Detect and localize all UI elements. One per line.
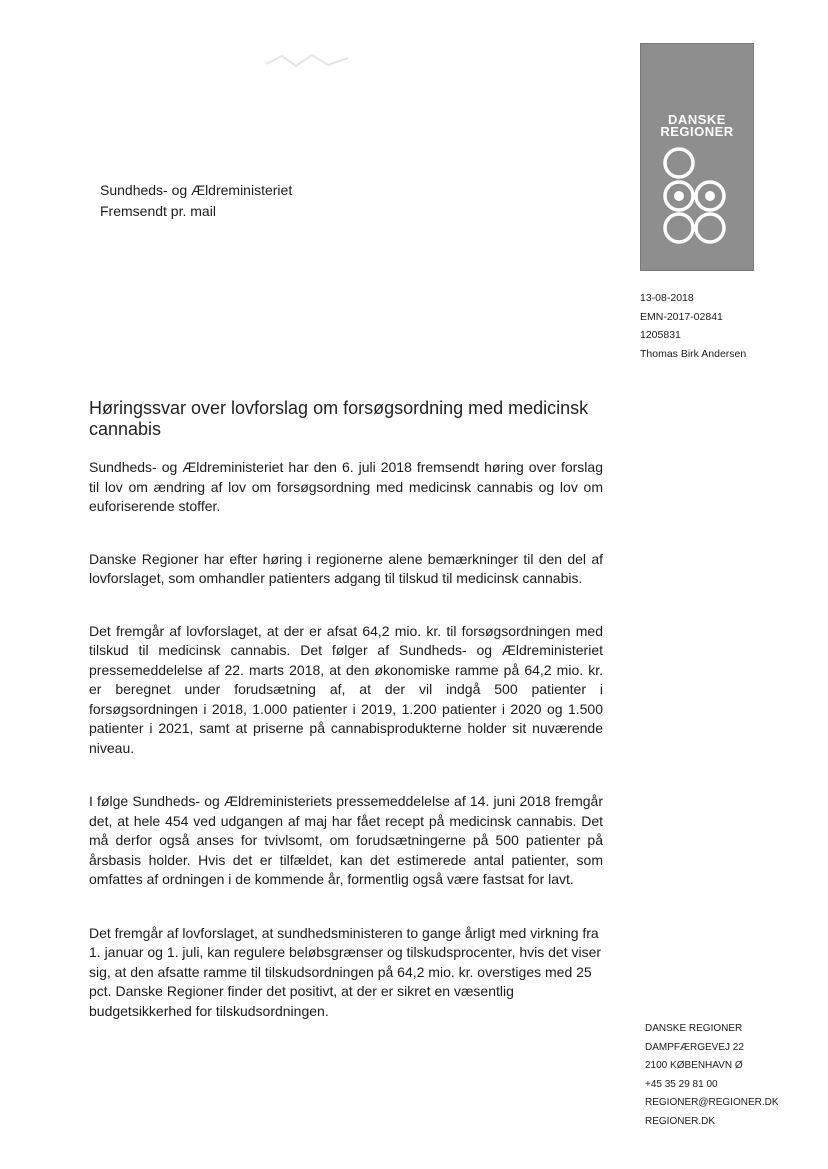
letter-body <box>89 458 603 1021</box>
meta-author: Thomas Birk Andersen <box>640 347 747 360</box>
letter-title: Høringssvar over lovforslag om forsøgsordning med medicinsk cannabis <box>89 398 589 439</box>
scan-artifact <box>262 50 352 72</box>
sender-address <box>645 1020 779 1131</box>
logo-word-1: DANSKE <box>668 112 726 127</box>
meta-document-number: 1205831 <box>640 329 681 341</box>
paragraph: I følge Sundheds- og Ældreministeriets pressemeddelelse af 14. juni 2018 fremgår det, at hele 454 ved udgangen af maj har fået recept på medicinsk cannabis. Det må derfor også anses for tvivlsomt, om forudsætningerne på 500 patienter på årsbasis holder. Hvis det er tilfældet, kan det estimerede antal patienter, som omfattes af ordningen i de kommende år, formentlig også være fastsat for lavt. <box>89 793 603 887</box>
logo-circles-icon <box>659 144 737 248</box>
address-city: 2100 KØBENHAVN Ø <box>645 1060 743 1071</box>
document-meta <box>640 289 746 363</box>
meta-case-number: EMN-2017-02841 <box>640 310 723 323</box>
danske-regioner-logo <box>640 43 754 271</box>
address-street: DAMPFÆRGEVEJ 22 <box>645 1041 744 1053</box>
address-web: REGIONER.DK <box>645 1115 716 1127</box>
meta-date: 13-08-2018 <box>640 292 694 304</box>
logo-word-2: REGIONER <box>660 124 734 139</box>
recipient-delivery: Fremsendt pr. mail <box>100 203 216 219</box>
recipient-block <box>100 180 292 222</box>
address-org: DANSKE REGIONER <box>645 1023 743 1034</box>
paragraph: Sundheds- og Ældreministeriet har den 6. juli 2018 fremsendt høring over forslag til lov om ændring af lov om forsøgsordning med medicinsk cannabis og lov om euforiserende stoffer. <box>89 459 603 514</box>
paragraph: Det fremgår af lovforslaget, at sundhedsministeren to gange årligt med virkning fra 1. januar og 1. juli, kan regulere beløbsgrænser og tilskudsprocenter, hvis det viser sig, at den afsatte ramme til tilskudsordningen på 64,2 mio. kr. overstiges med 25 pct. Danske Regioner finder det positivt, at der er sikret en væsentlig budgetsikkerhed for tilskudsordningen. <box>89 924 602 1019</box>
address-phone: +45 35 29 81 00 <box>645 1078 718 1090</box>
recipient-name: Sundheds- og Ældreministeriet <box>100 182 293 198</box>
paragraph: Danske Regioner har efter høring i regionerne alene bemærkninger til den del af lovforslaget, som omhandler patienters adgang til tilskud til medicinsk cannabis. <box>89 550 603 586</box>
paragraph: Det fremgår af lovforslaget, at der er afsat 64,2 mio. kr. til forsøgsordningen med tilskud til medicinsk cannabis. Det følger af Sundheds- og Ældreministeriet pressemeddelelse af 22. marts 2018, at den økonomiske ramme på 64,2 mio. kr. er beregnet under forudsætning af, at der vil indgå 500 patienter i forsøgsordningen i 2018, 1.000 patienter i 2019, 1.200 patienter i 2020 og 1.500 patienter i 2021, samt at priserne på cannabisprodukterne holder sit nuværende niveau. <box>89 622 603 756</box>
address-email: REGIONER@REGIONER.DK <box>645 1097 779 1108</box>
